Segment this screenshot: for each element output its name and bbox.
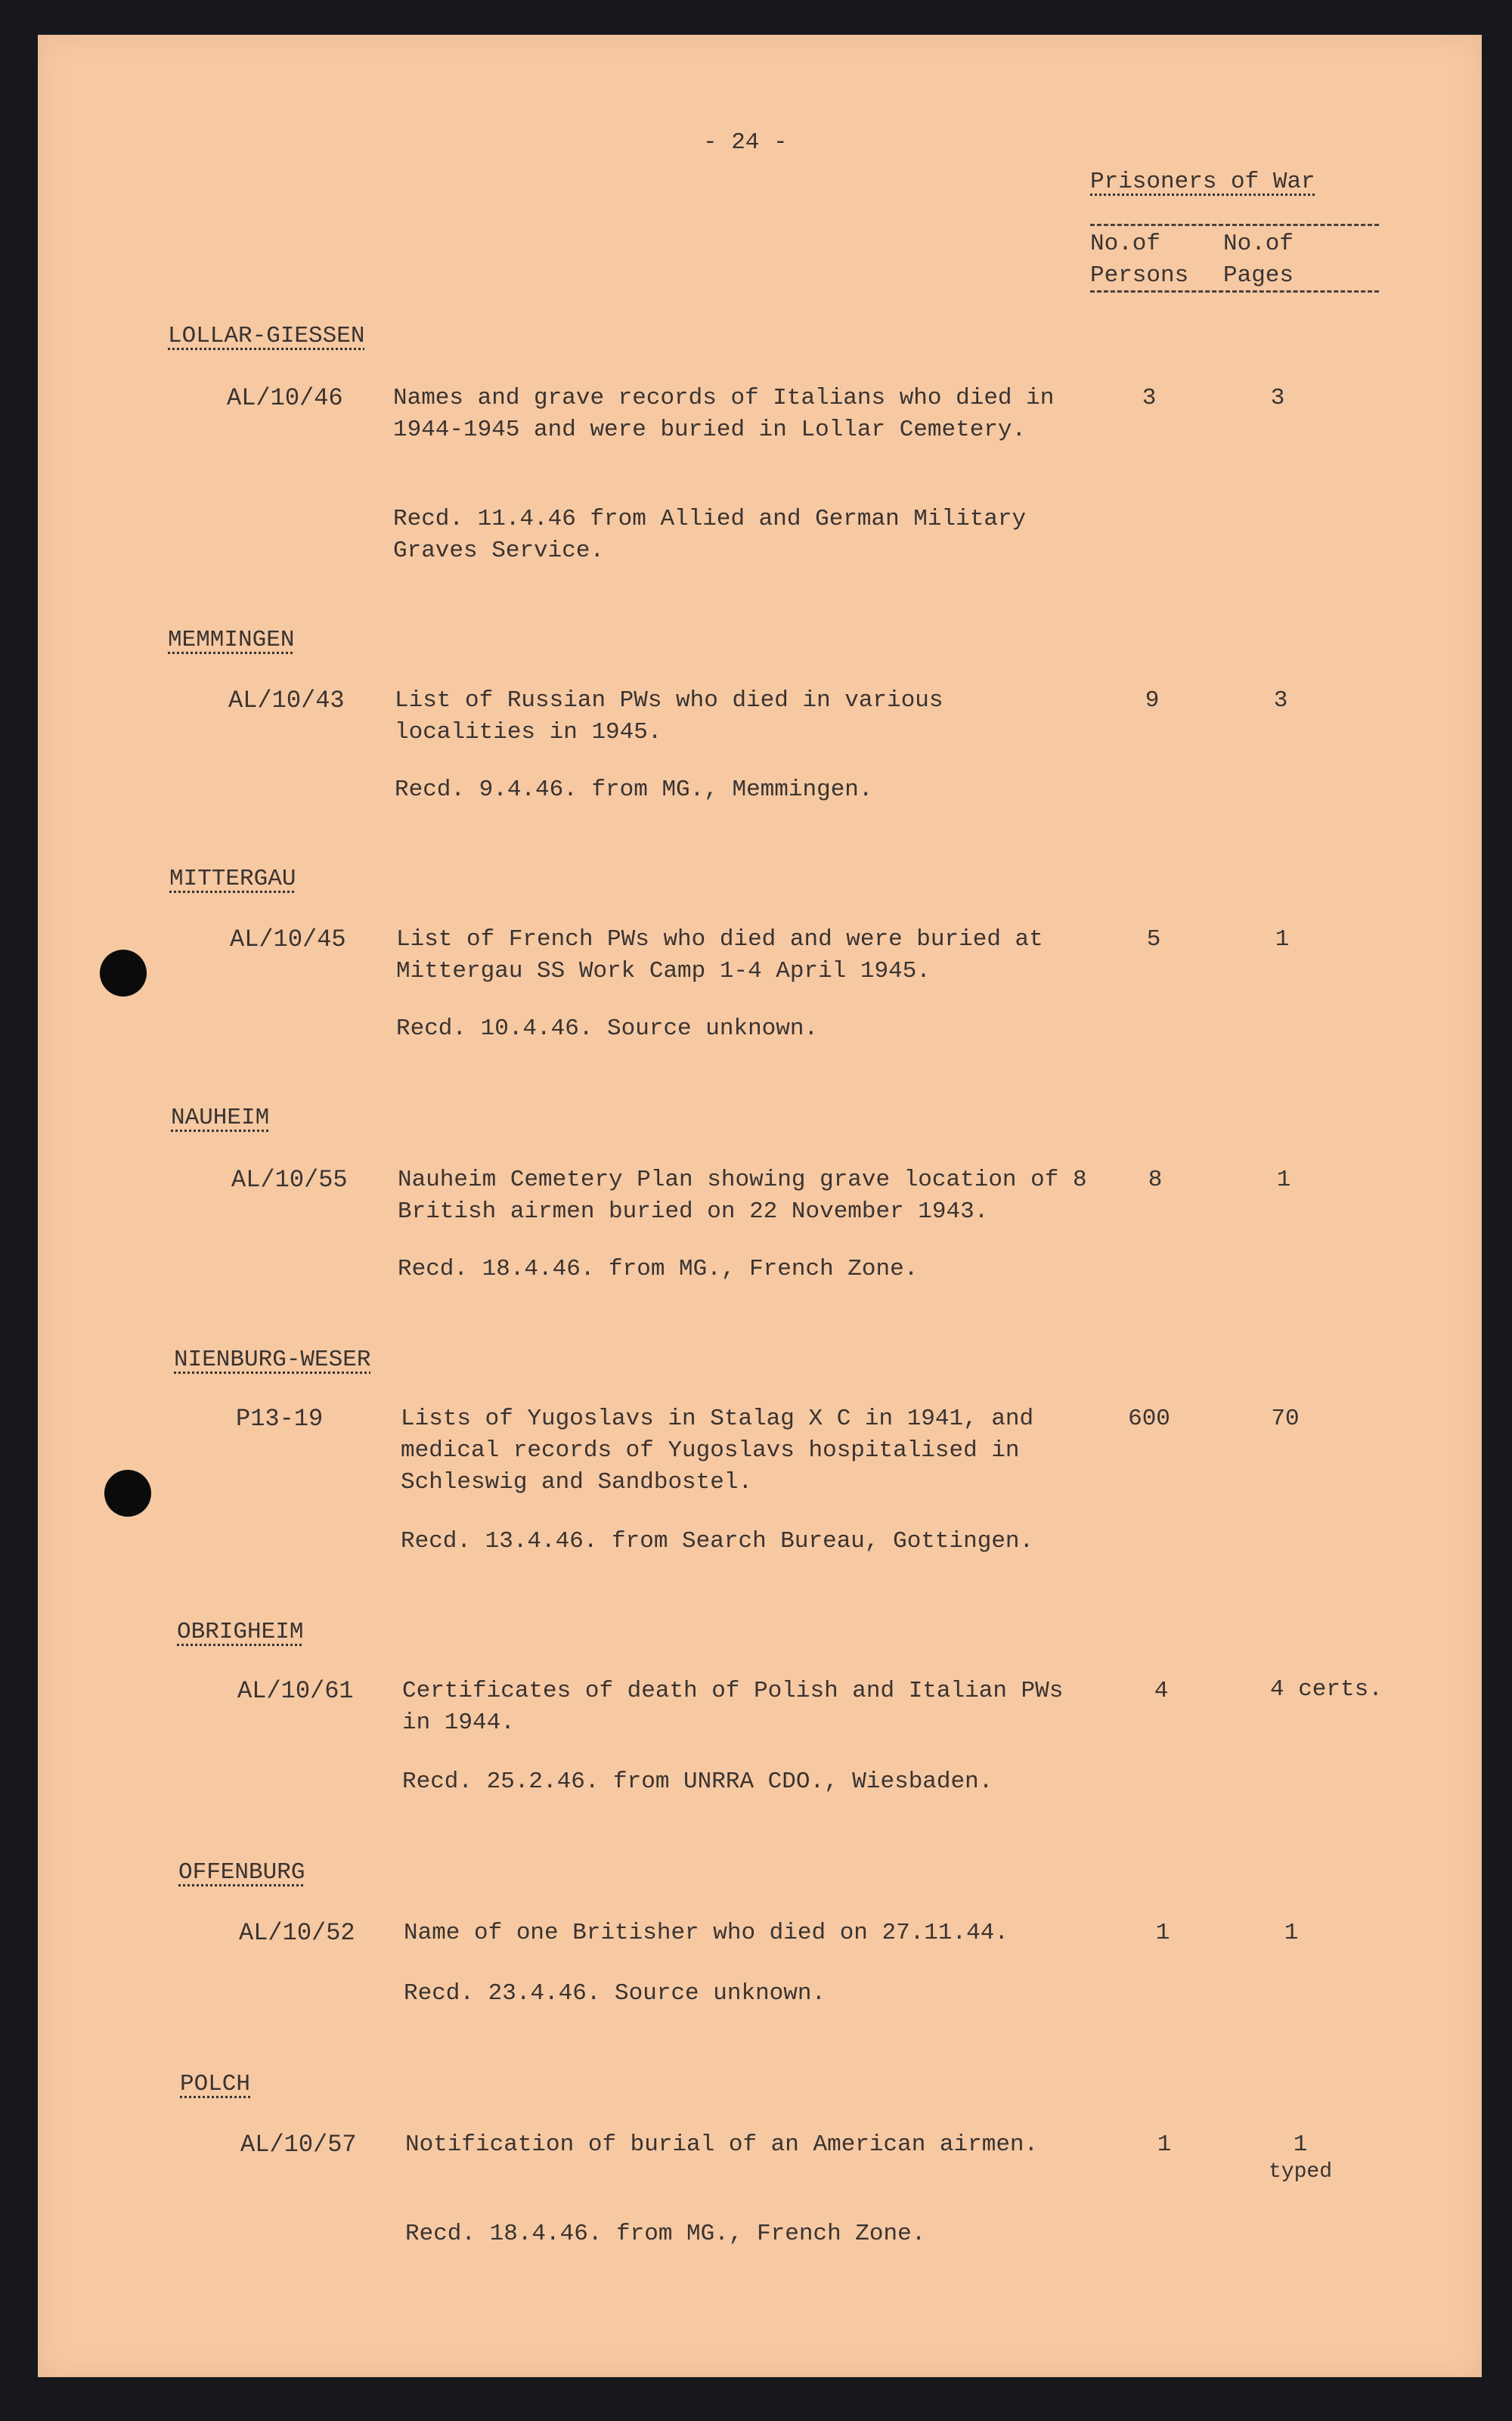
pages-count: 1: [1276, 1167, 1291, 1193]
persons-count: 8: [1148, 1167, 1163, 1193]
reference-number: AL/10/46: [227, 384, 343, 412]
pages-count: 1: [1293, 2131, 1308, 2158]
header-rule: [1090, 224, 1379, 226]
reference-number: AL/10/61: [237, 1677, 354, 1705]
pages-note: typed: [1268, 2160, 1332, 2184]
received-note: Recd. 23.4.46. Source unknown.: [404, 1980, 826, 2007]
reference-number: P13-19: [236, 1405, 324, 1433]
place-heading: MEMMINGEN: [168, 627, 295, 653]
record-description: List of French PWs who died and were buried at Mittergau SS Work Camp 1-4 April 1945.: [396, 926, 1043, 984]
pages-count: 1: [1284, 1920, 1299, 1946]
received-note: Recd. 25.2.46. from UNRRA CDO., Wiesbaden.: [402, 1768, 993, 1795]
persons-header-line2: Persons: [1090, 262, 1189, 289]
record-description: Notification of burial of an American airmen.: [405, 2131, 1039, 2158]
place-heading: NAUHEIM: [171, 1105, 270, 1131]
pages-count: 3: [1273, 687, 1288, 714]
record-description: Name of one Britisher who died on 27.11.44.: [404, 1920, 1009, 1946]
received-note: Recd. 18.4.46. from MG., French Zone.: [398, 1256, 919, 1282]
persons-count: 600: [1128, 1406, 1170, 1432]
pages-header-line2: Pages: [1223, 262, 1294, 289]
pages-header-line1: No.of: [1223, 231, 1294, 257]
place-heading: POLCH: [180, 2071, 251, 2097]
received-note: Recd. 9.4.46. from MG., Memmingen.: [395, 777, 873, 803]
persons-count: 4: [1154, 1678, 1169, 1704]
reference-number: AL/10/57: [240, 2131, 357, 2159]
received-note: Recd. 11.4.46 from Allied and German Military Graves Service.: [393, 506, 1027, 564]
received-note: Recd. 10.4.46. Source unknown.: [396, 1015, 819, 1042]
reference-number: AL/10/45: [230, 925, 346, 953]
pages-count: 1: [1275, 926, 1290, 953]
received-note: Recd. 18.4.46. from MG., French Zone.: [405, 2221, 926, 2247]
pages-count: 4 certs.: [1270, 1676, 1383, 1703]
reference-number: AL/10/43: [228, 687, 345, 715]
record-description: Nauheim Cemetery Plan showing grave location of 8 British airmen buried on 22 November 1943.: [398, 1167, 1087, 1225]
header-rule: [1090, 290, 1379, 293]
reference-number: AL/10/55: [231, 1166, 348, 1194]
persons-count: 3: [1142, 385, 1157, 411]
persons-header-line1: No.of: [1090, 231, 1161, 257]
pages-count: 70: [1271, 1406, 1300, 1432]
document-page: [38, 35, 1482, 2377]
place-heading: LOLLAR-GIESSEN: [168, 323, 365, 349]
record-description: Names and grave records of Italians who died in 1944-1945 and were buried in Lollar Cemetery.: [393, 385, 1055, 443]
received-note: Recd. 13.4.46. from Search Bureau, Gottingen.: [401, 1528, 1034, 1555]
place-heading: MITTERGAU: [169, 866, 296, 892]
place-heading: OBRIGHEIM: [177, 1619, 304, 1645]
persons-count: 9: [1145, 687, 1160, 714]
column-group-title: Prisoners of War: [1090, 169, 1315, 195]
reference-number: AL/10/52: [239, 1919, 355, 1947]
place-heading: OFFENBURG: [178, 1859, 305, 1886]
record-description: Lists of Yugoslavs in Stalag X C in 1941, and medical records of Yugoslavs hospitalised in Schleswig and Sandbostel.: [401, 1406, 1034, 1496]
record-description: List of Russian PWs who died in various localities in 1945.: [395, 687, 943, 746]
persons-count: 1: [1155, 1920, 1170, 1946]
persons-count: 1: [1157, 2131, 1172, 2158]
punch-hole: [100, 950, 147, 997]
pages-count: 3: [1270, 385, 1285, 411]
punch-hole: [104, 1470, 151, 1517]
place-heading: NIENBURG-WESER: [174, 1347, 371, 1373]
persons-count: 5: [1146, 926, 1161, 953]
record-description: Certificates of death of Polish and Italian PWs in 1944.: [402, 1678, 1064, 1736]
page-number: - 24 -: [703, 129, 788, 156]
